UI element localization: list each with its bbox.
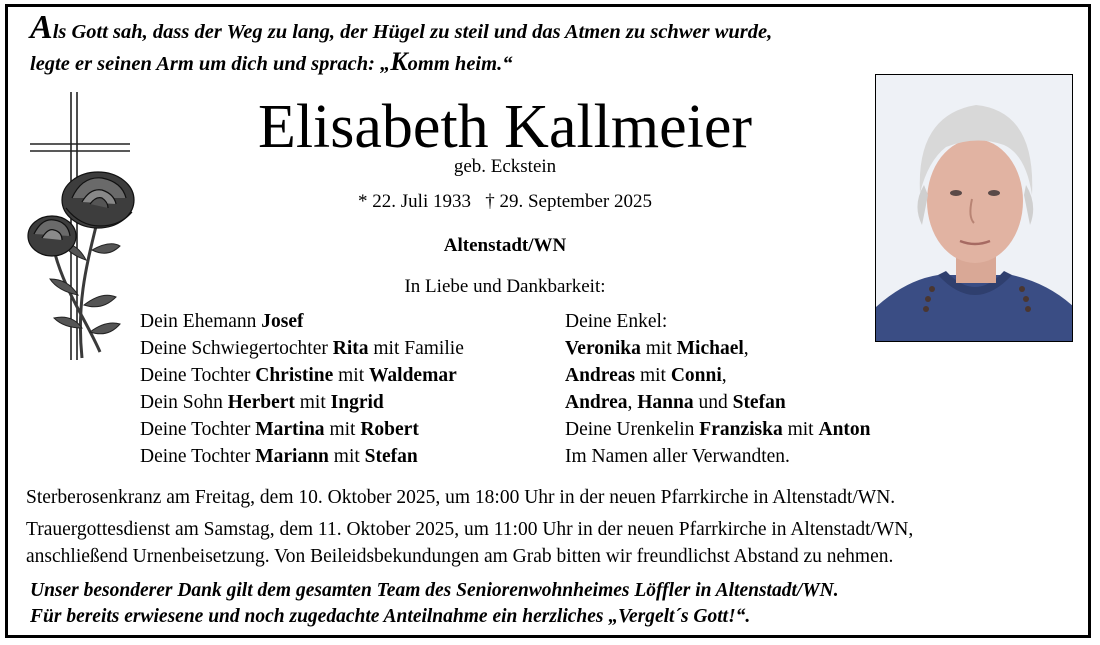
mourner-text: mit — [635, 365, 671, 386]
mourner-name: Rita — [332, 338, 369, 359]
quote-text-2b: omm heim.“ — [407, 53, 513, 75]
mourner-text: Dein Sohn — [140, 392, 228, 413]
mourner-text: Deine Urenkelin — [565, 419, 700, 440]
thanks-line-2: Für bereits erwiesene und noch zugedachte Anteilnahme ein herzliches „Vergelt´s Gott!“. — [30, 606, 751, 627]
mourner-line — [140, 416, 464, 443]
mourner-name: Robert — [360, 419, 419, 440]
mourner-name: Ingrid — [330, 392, 384, 413]
quote-line-1 — [30, 9, 773, 46]
quote-initial: A — [30, 9, 53, 46]
mourner-text: Dein Ehemann — [140, 311, 262, 332]
mourner-name: Martina — [255, 419, 325, 440]
mourner-text: mit — [324, 419, 361, 440]
mourner-line — [565, 335, 871, 362]
mourner-text: , — [627, 392, 638, 413]
quote-initial-2: K — [390, 47, 408, 76]
mourner-name: Franziska — [699, 419, 783, 440]
mourner-name: Michael — [676, 338, 744, 359]
thanks-line-1: Unser besonderer Dank gilt dem gesamten Team des Seniorenwohnheimes Löffler in Altenstadt/WN. — [30, 580, 839, 601]
mourners-left — [140, 308, 464, 470]
hometown: Altenstadt/WN — [443, 235, 567, 256]
birth-date: * 22. Juli 1933 — [358, 191, 471, 212]
mourner-line — [565, 443, 871, 470]
mourner-name: Stefan — [364, 446, 418, 467]
mourner-line — [565, 308, 871, 335]
mourner-line — [565, 389, 871, 416]
mourner-name: Conni — [670, 365, 722, 386]
quote-line-2 — [30, 48, 512, 78]
mourner-text: , — [743, 338, 749, 359]
mourner-text: Deine Tochter — [140, 446, 256, 467]
mourner-text: mit — [333, 365, 369, 386]
mourner-text: und — [693, 392, 733, 413]
mourner-line — [140, 362, 464, 389]
mourner-text: Deine Tochter — [140, 365, 256, 386]
mourner-text: Im Namen aller Verwandten. — [565, 446, 790, 467]
rosary-info: Sterberosenkranz am Freitag, dem 10. Oktober 2025, um 18:00 Uhr in der neuen Pfarrkirche in Altenstadt/WN. — [26, 487, 896, 508]
mourner-text: mit — [294, 392, 331, 413]
death-date: † 29. September 2025 — [485, 191, 652, 212]
mourner-line — [140, 389, 464, 416]
mourner-line — [140, 335, 464, 362]
mourner-name: Stefan — [732, 392, 786, 413]
mourner-line — [140, 308, 464, 335]
mourner-name: Veronika — [565, 338, 641, 359]
quote-text-2a: legte er seinen Arm um dich und sprach: „ — [30, 53, 391, 75]
mourners-right — [565, 308, 871, 470]
mourner-text: Deine Enkel: — [565, 311, 668, 332]
mourner-name: Waldemar — [369, 365, 457, 386]
service-info-line-1: Trauergottesdienst am Samstag, dem 11. Oktober 2025, um 11:00 Uhr in der neuen Pfarrkirche in Altenstadt/WN, — [26, 519, 914, 540]
mourner-text: , — [721, 365, 727, 386]
deceased-name: Elisabeth Kallmeier — [257, 93, 753, 161]
mourner-text: mit — [782, 419, 819, 440]
life-dates — [0, 191, 1010, 213]
maiden-name: geb. Eckstein — [453, 156, 557, 177]
mourner-name: Andreas — [565, 365, 636, 386]
service-info-line-2: anschließend Urnenbeisetzung. Von Beileidsbekundungen am Grab bitten wir freundlichst Abstand zu nehmen. — [26, 546, 894, 567]
portrait-photo — [875, 74, 1073, 342]
dedication-line: In Liebe und Dankbarkeit: — [404, 276, 606, 297]
mourner-name: Josef — [261, 311, 304, 332]
mourner-line — [140, 443, 464, 470]
mourner-text: mit — [328, 446, 365, 467]
mourner-line — [565, 416, 871, 443]
mourner-name: Mariann — [255, 446, 329, 467]
mourner-name: Christine — [255, 365, 334, 386]
mourner-name: Andrea — [565, 392, 628, 413]
quote-text-1: ls Gott sah, dass der Weg zu lang, der Hügel zu steil und das Atmen zu schwer wurde, — [52, 21, 773, 43]
mourner-line — [565, 362, 871, 389]
mourner-name: Anton — [818, 419, 871, 440]
mourner-text: mit Familie — [368, 338, 464, 359]
mourner-text: Deine Schwiegertochter — [140, 338, 333, 359]
mourner-name: Herbert — [227, 392, 295, 413]
mourner-text: mit — [640, 338, 677, 359]
mourner-name: Hanna — [637, 392, 694, 413]
mourner-text: Deine Tochter — [140, 419, 256, 440]
